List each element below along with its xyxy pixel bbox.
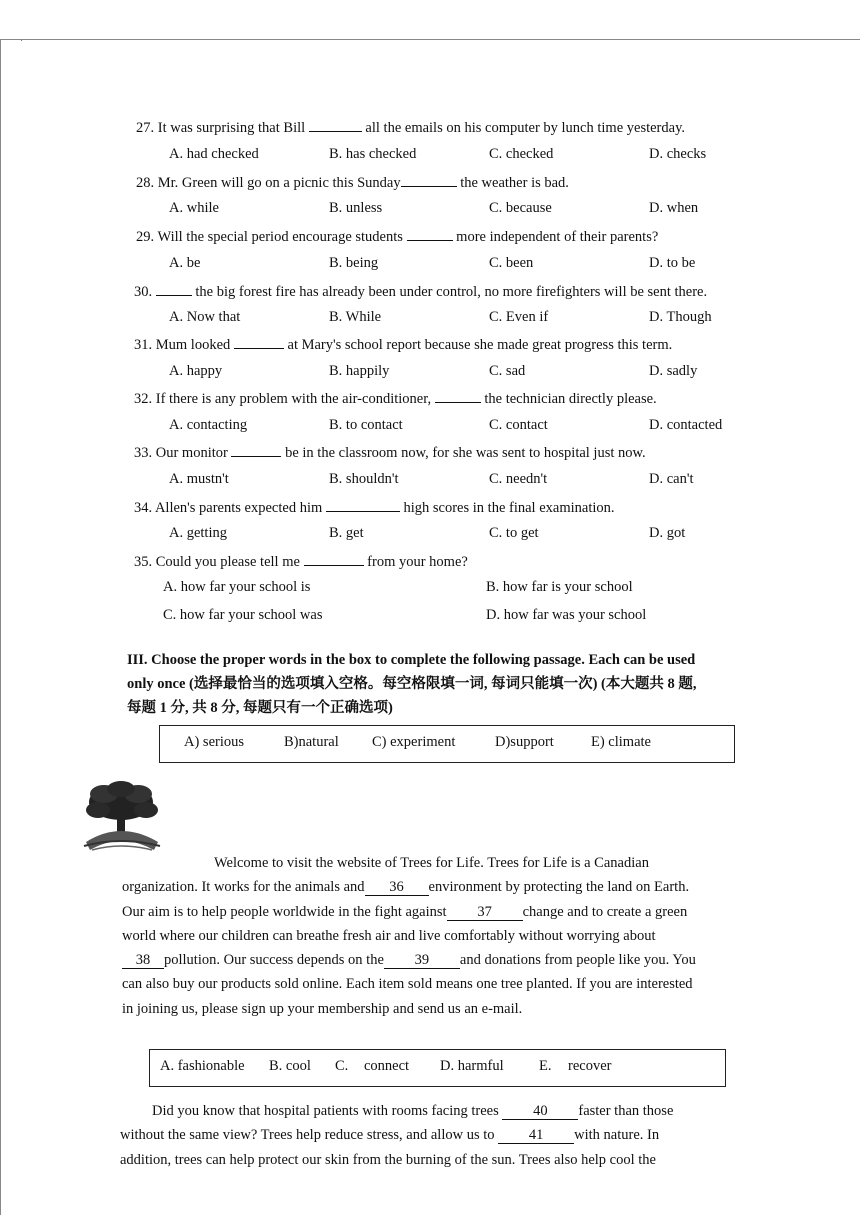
word-box-1-item-b: B)natural bbox=[284, 734, 339, 750]
passage-1-line-1: Welcome to visit the website of Trees for Life. Trees for Life is a Canadian bbox=[214, 855, 649, 871]
question-27: 27. It was surprising that Bill all the emails on his computer by lunch time yesterday. bbox=[136, 120, 686, 136]
word-box-2 bbox=[149, 1049, 726, 1087]
option-34a: A. getting bbox=[169, 525, 227, 541]
word-box-1-item-d: D)support bbox=[495, 734, 554, 750]
section-3-line-2: only once (选择最恰当的选项填入空格。每空格限填一词, 每词只能填一次) (本大题共 8 题, bbox=[127, 676, 697, 692]
passage-2 bbox=[120, 1099, 770, 1172]
question-31: 31. Mum looked at Mary's school report because she made great progress this term. bbox=[134, 337, 673, 353]
blank-40: 40 bbox=[502, 1103, 578, 1120]
option-32c: C. contact bbox=[489, 417, 548, 433]
option-34c: C. to get bbox=[489, 525, 539, 541]
word-box-1 bbox=[159, 725, 735, 763]
section-3-line-1: III. Choose the proper words in the box to complete the following passage. Each can be used bbox=[127, 652, 696, 668]
option-31a: A. happy bbox=[169, 363, 223, 379]
option-35c: C. how far your school was bbox=[163, 607, 323, 623]
word-box-2-item-c: connect bbox=[364, 1058, 410, 1074]
passage-1 bbox=[122, 851, 772, 1021]
option-28c: C. because bbox=[489, 200, 552, 216]
passage-1-line-3: Our aim is to help people worldwide in the fight against 37 change and to create a green bbox=[122, 903, 688, 920]
option-34d: D. got bbox=[649, 525, 686, 541]
question-29: 29. Will the special period encourage students more independent of their parents? bbox=[136, 229, 659, 245]
passage-1-line-4: world where our children can breathe fresh air and live comfortably without worrying about bbox=[122, 927, 656, 944]
word-box-1-item-a: A) serious bbox=[184, 734, 245, 750]
option-27b: B. has checked bbox=[329, 146, 417, 162]
word-box-2-item-d: D. harmful bbox=[440, 1058, 504, 1074]
option-35a: A. how far your school is bbox=[163, 579, 311, 595]
option-30d: D. Though bbox=[649, 309, 712, 325]
option-29a: A. be bbox=[169, 255, 201, 271]
passage-1-line-5: 38 pollution. Our success depends on the 39 and donations from people like you. You bbox=[122, 948, 772, 972]
option-35d: D. how far was your school bbox=[486, 607, 647, 623]
blank-36: 36 bbox=[365, 879, 429, 896]
option-29c: C. been bbox=[489, 255, 534, 271]
word-box-2-item-b: B. cool bbox=[269, 1058, 311, 1074]
option-30c: C. Even if bbox=[489, 309, 549, 325]
option-33d: D. can't bbox=[649, 471, 694, 487]
option-34b: B. get bbox=[329, 525, 364, 541]
word-box-2-item-e: recover bbox=[568, 1058, 612, 1074]
option-32a: A. contacting bbox=[169, 417, 248, 433]
option-30b: B. While bbox=[329, 309, 382, 325]
passage-1-line-6: can also buy our products sold online. Each item sold means one tree planted. If you are interested bbox=[122, 976, 693, 993]
option-33a: A. mustn't bbox=[169, 471, 229, 487]
question-30: 30. the big forest fire has already been under control, no more firefighters will be sent there. bbox=[134, 284, 708, 300]
question-32: 32. If there is any problem with the air-conditioner, the technician directly please. bbox=[134, 391, 657, 407]
option-31c: C. sad bbox=[489, 363, 526, 379]
option-28d: D. when bbox=[649, 200, 699, 216]
passage-2-line-3: addition, trees can help protect our skin from the burning of the sun. Trees also help cool the bbox=[120, 1151, 656, 1168]
blank-39: 39 bbox=[384, 952, 460, 969]
passage-2-line-2: without the same view? Trees help reduce stress, and allow us to 41 with nature. In bbox=[120, 1127, 660, 1144]
blank-37: 37 bbox=[447, 904, 523, 921]
question-35: 35. Could you please tell me from your home? bbox=[134, 554, 468, 570]
blank-38: 38 bbox=[122, 952, 164, 969]
section-3-heading bbox=[127, 648, 777, 720]
option-27a: A. had checked bbox=[169, 146, 259, 162]
word-box-2-item-a: A. fashionable bbox=[160, 1058, 245, 1074]
option-33c: C. needn't bbox=[489, 471, 548, 487]
option-32b: B. to contact bbox=[329, 417, 403, 433]
option-31d: D. sadly bbox=[649, 363, 698, 379]
option-35b: B. how far is your school bbox=[486, 579, 633, 595]
option-28b: B. unless bbox=[329, 200, 383, 216]
option-29d: D. to be bbox=[649, 255, 696, 271]
word-box-1-item-c: C) experiment bbox=[372, 734, 456, 750]
option-31b: B. happily bbox=[329, 363, 390, 379]
question-34: 34. Allen's parents expected him high scores in the final examination. bbox=[134, 500, 615, 516]
tree-illustration bbox=[76, 780, 166, 856]
question-28: 28. Mr. Green will go on a picnic this Sunday the weather is bad. bbox=[136, 175, 569, 191]
word-box-2-item-e-letter: E. bbox=[539, 1058, 552, 1074]
passage-2-line-1: Did you know that hospital patients with rooms facing trees 40 faster than those bbox=[152, 1103, 674, 1119]
option-33b: B. shouldn't bbox=[329, 471, 399, 487]
section-3-line-3: 每题 1 分, 共 8 分, 每题只有一个正确选项) bbox=[127, 700, 393, 716]
blank-41: 41 bbox=[498, 1127, 574, 1144]
option-28a: A. while bbox=[169, 200, 219, 216]
option-27c: C. checked bbox=[489, 146, 554, 162]
question-33: 33. Our monitor be in the classroom now, for she was sent to hospital just now. bbox=[134, 445, 646, 461]
word-box-2-item-c-letter: C. bbox=[335, 1058, 349, 1074]
option-29b: B. being bbox=[329, 255, 379, 271]
option-30a: A. Now that bbox=[169, 309, 241, 325]
option-27d: D. checks bbox=[649, 146, 707, 162]
word-box-1-item-e: E) climate bbox=[591, 734, 651, 750]
option-32d: D. contacted bbox=[649, 417, 723, 433]
passage-1-line-2: organization. It works for the animals and 36 environment by protecting the land on Earth. bbox=[122, 879, 690, 896]
passage-1-line-7: in joining us, please sign up your membership and send us an e-mail. bbox=[122, 1000, 523, 1017]
